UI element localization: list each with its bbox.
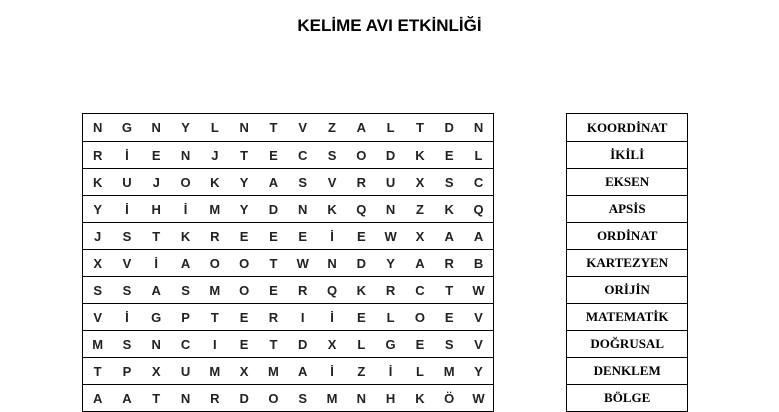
grid-cell[interactable]: R xyxy=(435,250,464,277)
grid-cell[interactable]: S xyxy=(435,331,464,358)
grid-cell[interactable]: İ xyxy=(171,196,200,223)
grid-cell[interactable]: Z xyxy=(347,358,376,385)
grid-cell[interactable]: D xyxy=(229,385,258,412)
grid-cell[interactable]: K xyxy=(435,196,464,223)
grid-cell[interactable]: S xyxy=(288,169,317,196)
word-row xyxy=(567,142,688,169)
grid-cell[interactable]: Q xyxy=(464,196,494,223)
grid-cell[interactable]: D xyxy=(259,196,288,223)
grid-cell[interactable]: K xyxy=(83,169,113,196)
grid-cell[interactable]: N xyxy=(229,114,258,142)
grid-cell[interactable]: İ xyxy=(112,142,141,169)
grid-cell[interactable]: T xyxy=(259,114,288,142)
grid-cell[interactable]: T xyxy=(259,250,288,277)
grid-cell[interactable]: Y xyxy=(171,114,200,142)
letter-grid xyxy=(82,113,494,412)
grid-cell[interactable]: T xyxy=(142,223,171,250)
word-row xyxy=(567,277,688,304)
grid-cell[interactable]: İ xyxy=(142,250,171,277)
grid-cell[interactable]: N xyxy=(142,331,171,358)
grid-cell[interactable]: N xyxy=(171,385,200,412)
grid-cell[interactable]: J xyxy=(200,142,229,169)
grid-cell[interactable]: N xyxy=(464,114,494,142)
grid-row xyxy=(83,169,494,196)
grid-cell[interactable]: S xyxy=(83,277,113,304)
grid-row xyxy=(83,385,494,412)
grid-cell[interactable]: E xyxy=(347,304,376,331)
grid-cell[interactable]: L xyxy=(200,114,229,142)
grid-cell[interactable]: E xyxy=(259,223,288,250)
word-item: ORDİNAT xyxy=(567,223,688,250)
grid-cell[interactable]: U xyxy=(376,169,405,196)
grid-cell[interactable]: A xyxy=(259,169,288,196)
word-row xyxy=(567,385,688,412)
grid-cell[interactable]: T xyxy=(83,358,113,385)
grid-cell[interactable]: L xyxy=(405,358,434,385)
grid-cell[interactable]: D xyxy=(435,114,464,142)
grid-cell[interactable]: N xyxy=(142,114,171,142)
grid-row xyxy=(83,223,494,250)
grid-cell[interactable]: V xyxy=(112,250,141,277)
grid-cell[interactable]: E xyxy=(435,304,464,331)
word-row xyxy=(567,304,688,331)
grid-cell[interactable]: L xyxy=(376,304,405,331)
word-item: DOĞRUSAL xyxy=(567,331,688,358)
grid-cell[interactable]: G xyxy=(142,304,171,331)
grid-cell[interactable]: R xyxy=(83,142,113,169)
grid-cell[interactable]: A xyxy=(405,250,434,277)
grid-cell[interactable]: A xyxy=(464,223,494,250)
word-row xyxy=(567,196,688,223)
grid-cell[interactable]: S xyxy=(435,169,464,196)
grid-cell[interactable]: E xyxy=(229,223,258,250)
grid-cell[interactable]: S xyxy=(112,223,141,250)
grid-cell[interactable]: M xyxy=(200,196,229,223)
grid-cell[interactable]: B xyxy=(464,250,494,277)
grid-cell[interactable]: Ö xyxy=(435,385,464,412)
word-list xyxy=(566,113,688,412)
grid-cell[interactable]: N xyxy=(288,196,317,223)
grid-row xyxy=(83,304,494,331)
grid-cell[interactable]: N xyxy=(376,196,405,223)
grid-cell[interactable]: C xyxy=(464,169,494,196)
grid-cell[interactable]: Z xyxy=(317,114,346,142)
grid-cell[interactable]: T xyxy=(435,277,464,304)
grid-cell[interactable]: O xyxy=(229,250,258,277)
grid-cell[interactable]: W xyxy=(288,250,317,277)
grid-cell[interactable]: N xyxy=(317,250,346,277)
grid-cell[interactable]: E xyxy=(435,142,464,169)
puzzle-area xyxy=(82,113,688,412)
grid-row xyxy=(83,196,494,223)
grid-cell[interactable]: I xyxy=(288,304,317,331)
grid-cell[interactable]: V xyxy=(288,114,317,142)
word-row xyxy=(567,358,688,385)
grid-cell[interactable]: N xyxy=(171,142,200,169)
grid-cell[interactable]: U xyxy=(171,358,200,385)
word-item: ORİJİN xyxy=(567,277,688,304)
grid-cell[interactable]: M xyxy=(317,385,346,412)
grid-cell[interactable]: T xyxy=(142,385,171,412)
grid-cell[interactable]: T xyxy=(405,114,434,142)
grid-cell[interactable]: L xyxy=(347,331,376,358)
grid-cell[interactable]: X xyxy=(142,358,171,385)
grid-cell[interactable]: E xyxy=(229,304,258,331)
grid-cell[interactable]: W xyxy=(464,277,494,304)
grid-cell[interactable]: X xyxy=(83,250,113,277)
grid-cell[interactable]: O xyxy=(200,250,229,277)
word-row xyxy=(567,331,688,358)
word-row xyxy=(567,223,688,250)
grid-cell[interactable]: S xyxy=(112,331,141,358)
grid-cell[interactable]: K xyxy=(317,196,346,223)
grid-cell[interactable]: O xyxy=(259,385,288,412)
grid-cell[interactable]: X xyxy=(405,169,434,196)
grid-cell[interactable]: Q xyxy=(317,277,346,304)
grid-cell[interactable]: M xyxy=(435,358,464,385)
grid-row xyxy=(83,114,494,142)
grid-cell[interactable]: Y xyxy=(83,196,113,223)
grid-cell[interactable]: S xyxy=(171,277,200,304)
grid-cell[interactable]: E xyxy=(259,142,288,169)
grid-cell[interactable]: K xyxy=(347,277,376,304)
grid-cell[interactable]: R xyxy=(200,223,229,250)
grid-cell[interactable]: R xyxy=(376,277,405,304)
grid-cell[interactable]: D xyxy=(347,250,376,277)
grid-cell[interactable]: V xyxy=(83,304,113,331)
grid-cell[interactable]: Q xyxy=(347,196,376,223)
grid-cell[interactable]: İ xyxy=(317,304,346,331)
grid-cell[interactable]: N xyxy=(347,385,376,412)
grid-cell[interactable]: M xyxy=(200,358,229,385)
grid-cell[interactable]: J xyxy=(83,223,113,250)
grid-cell[interactable]: A xyxy=(83,385,113,412)
word-item: DENKLEM xyxy=(567,358,688,385)
grid-cell[interactable]: İ xyxy=(317,358,346,385)
grid-cell[interactable]: X xyxy=(229,358,258,385)
grid-cell[interactable]: C xyxy=(171,331,200,358)
grid-row xyxy=(83,331,494,358)
grid-cell[interactable]: R xyxy=(200,385,229,412)
grid-cell[interactable]: Y xyxy=(464,358,494,385)
page-title: KELİME AVI ETKİNLİĞİ xyxy=(297,16,482,35)
grid-cell[interactable]: Y xyxy=(229,169,258,196)
grid-cell[interactable]: A xyxy=(435,223,464,250)
grid-cell[interactable]: M xyxy=(259,358,288,385)
grid-cell[interactable]: Y xyxy=(229,196,258,223)
grid-cell[interactable]: W xyxy=(464,385,494,412)
grid-row xyxy=(83,358,494,385)
grid-cell[interactable]: K xyxy=(405,142,434,169)
word-item: APSİS xyxy=(567,196,688,223)
grid-cell[interactable]: İ xyxy=(112,304,141,331)
word-row xyxy=(567,114,688,142)
grid-row xyxy=(83,250,494,277)
grid-cell[interactable]: A xyxy=(171,250,200,277)
grid-cell[interactable]: T xyxy=(229,142,258,169)
grid-cell[interactable]: S xyxy=(112,277,141,304)
grid-cell[interactable]: X xyxy=(317,331,346,358)
word-item: EKSEN xyxy=(567,169,688,196)
grid-cell[interactable]: A xyxy=(112,385,141,412)
grid-cell[interactable]: O xyxy=(347,142,376,169)
grid-cell[interactable]: M xyxy=(200,277,229,304)
word-item: KOORDİNAT xyxy=(567,114,688,142)
grid-cell[interactable]: K xyxy=(200,169,229,196)
grid-cell[interactable]: Z xyxy=(405,196,434,223)
grid-cell[interactable]: T xyxy=(200,304,229,331)
grid-cell[interactable]: W xyxy=(376,223,405,250)
grid-cell[interactable]: K xyxy=(171,223,200,250)
grid-cell[interactable]: O xyxy=(229,277,258,304)
grid-cell[interactable]: L xyxy=(376,114,405,142)
grid-cell[interactable]: G xyxy=(112,114,141,142)
grid-cell[interactable]: C xyxy=(288,142,317,169)
grid-cell[interactable]: C xyxy=(405,277,434,304)
grid-cell[interactable]: O xyxy=(405,304,434,331)
grid-cell[interactable]: İ xyxy=(376,358,405,385)
grid-cell[interactable]: E xyxy=(142,142,171,169)
grid-cell[interactable]: E xyxy=(288,223,317,250)
grid-cell[interactable]: A xyxy=(288,358,317,385)
grid-cell[interactable]: E xyxy=(229,331,258,358)
grid-cell[interactable]: J xyxy=(142,169,171,196)
grid-cell[interactable]: V xyxy=(464,304,494,331)
grid-cell[interactable]: D xyxy=(376,142,405,169)
grid-cell[interactable]: V xyxy=(464,331,494,358)
grid-row xyxy=(83,277,494,304)
grid-cell[interactable]: T xyxy=(259,331,288,358)
word-item: KARTEZYEN xyxy=(567,250,688,277)
grid-cell[interactable]: S xyxy=(288,385,317,412)
grid-cell[interactable]: E xyxy=(405,331,434,358)
grid-cell[interactable]: İ xyxy=(317,223,346,250)
grid-cell[interactable]: V xyxy=(317,169,346,196)
grid-cell[interactable]: X xyxy=(405,223,434,250)
grid-cell[interactable]: P xyxy=(112,358,141,385)
grid-cell[interactable]: E xyxy=(347,223,376,250)
grid-cell[interactable]: İ xyxy=(112,196,141,223)
grid-cell[interactable]: A xyxy=(347,114,376,142)
grid-cell[interactable]: G xyxy=(376,331,405,358)
grid-cell[interactable]: R xyxy=(347,169,376,196)
grid-cell[interactable]: S xyxy=(317,142,346,169)
grid-cell[interactable]: L xyxy=(464,142,494,169)
grid-cell[interactable]: I xyxy=(200,331,229,358)
word-row xyxy=(567,169,688,196)
grid-cell[interactable]: Y xyxy=(376,250,405,277)
grid-cell[interactable]: H xyxy=(376,385,405,412)
word-row xyxy=(567,250,688,277)
grid-cell[interactable]: N xyxy=(83,114,113,142)
grid-row xyxy=(83,142,494,169)
grid-cell[interactable]: D xyxy=(288,331,317,358)
grid-cell[interactable]: P xyxy=(171,304,200,331)
grid-cell[interactable]: E xyxy=(259,277,288,304)
grid-cell[interactable]: K xyxy=(405,385,434,412)
grid-cell[interactable]: M xyxy=(83,331,113,358)
grid-cell[interactable]: U xyxy=(112,169,141,196)
grid-cell[interactable]: R xyxy=(259,304,288,331)
grid-cell[interactable]: R xyxy=(288,277,317,304)
grid-cell[interactable]: A xyxy=(142,277,171,304)
grid-cell[interactable]: O xyxy=(171,169,200,196)
word-item: BÖLGE xyxy=(567,385,688,412)
word-item: İKİLİ xyxy=(567,142,688,169)
word-item: MATEMATİK xyxy=(567,304,688,331)
grid-cell[interactable]: H xyxy=(142,196,171,223)
